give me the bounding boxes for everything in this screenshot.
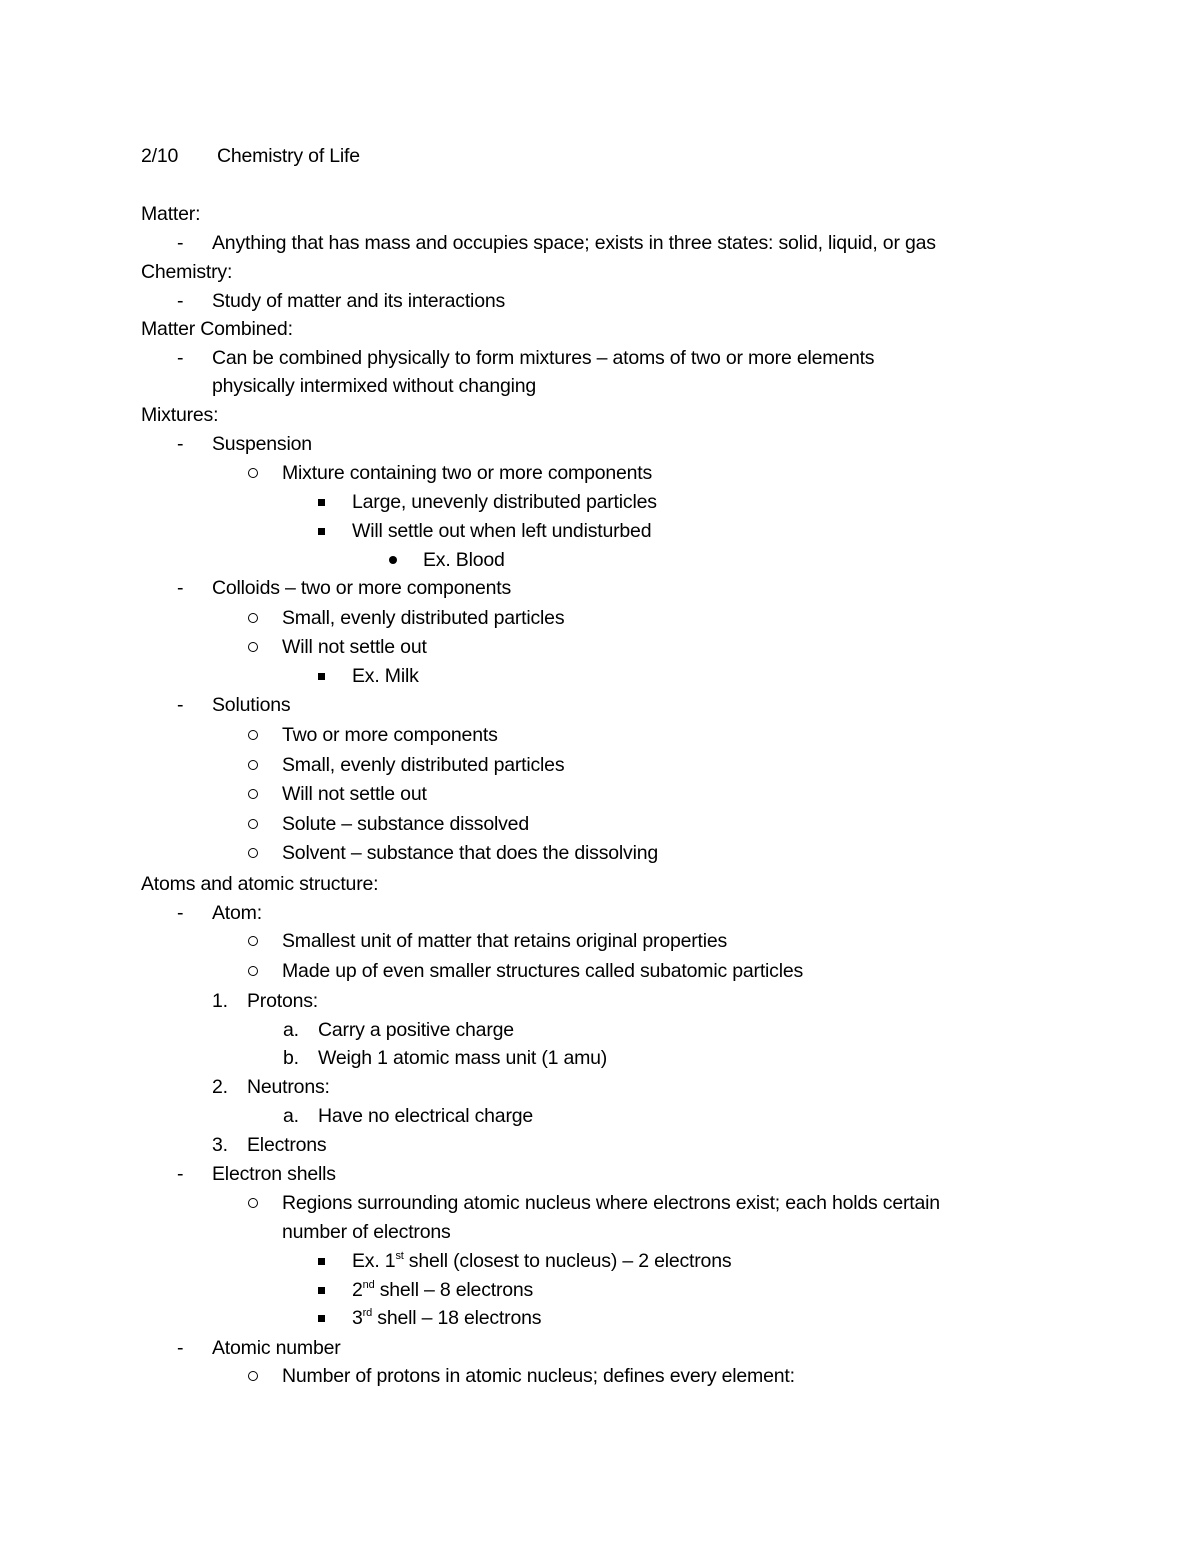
dash-bullet: - [177,1163,184,1185]
item-text: Will not settle out [282,636,427,658]
square-bullet-icon [318,1258,325,1265]
item-text: Neutrons: [247,1076,330,1098]
item-text: Atom: [212,902,262,924]
square-bullet-icon [318,499,325,506]
dash-bullet: - [177,232,184,254]
circle-bullet-icon [248,1198,258,1208]
dash-bullet: - [177,1337,184,1359]
dash-bullet: - [177,347,184,369]
item-text: Anything that has mass and occupies space; exists in three states: solid, liquid, or gas [212,232,936,254]
circle-bullet-icon [248,936,258,946]
circle-bullet-icon [248,468,258,478]
letter-marker: b. [283,1047,299,1069]
heading-text: Mixtures: [141,404,219,426]
dash-bullet: - [177,290,184,312]
circle-bullet-icon [248,819,258,829]
square-bullet-icon [318,673,325,680]
item-text: Number of protons in atomic nucleus; defines every element: [282,1365,795,1387]
heading-text: Matter Combined: [141,318,293,340]
number-marker: 2. [212,1076,228,1098]
item-text: Mixture containing two or more components [282,462,653,484]
item-text: Study of matter and its interactions [212,290,506,312]
note-date: 2/10 [141,145,179,167]
item-text: Protons: [247,990,319,1012]
square-bullet-icon [318,528,325,535]
dash-bullet: - [177,902,184,924]
dot-bullet-icon [389,556,397,564]
circle-bullet-icon [248,966,258,976]
item-text: Large, unevenly distributed particles [352,491,657,513]
item-text: Electron shells [212,1163,336,1185]
item-text: 2nd shell – 8 electrons [352,1278,534,1301]
item-text: Weigh 1 atomic mass unit (1 amu) [318,1047,608,1069]
item-text: Electrons [247,1134,327,1156]
item-text: Colloids – two or more components [212,577,512,599]
item-text: number of electrons [282,1221,451,1243]
item-text: Have no electrical charge [318,1105,534,1127]
item-text: Carry a positive charge [318,1019,514,1041]
circle-bullet-icon [248,1371,258,1381]
circle-bullet-icon [248,760,258,770]
dash-bullet: - [177,577,184,599]
item-text: Suspension [212,433,312,455]
item-text: Atomic number [212,1337,341,1359]
heading-text: Matter: [141,203,201,225]
square-bullet-icon [318,1315,325,1322]
number-marker: 3. [212,1134,228,1156]
heading-text: Atoms and atomic structure: [141,873,379,895]
item-text: Solute – substance dissolved [282,813,529,835]
item-text: physically intermixed without changing [212,375,537,397]
dash-bullet: - [177,694,184,716]
circle-bullet-icon [248,848,258,858]
item-text: Small, evenly distributed particles [282,754,565,776]
letter-marker: a. [283,1019,299,1041]
item-text: Solvent – substance that does the dissolving [282,842,659,864]
letter-marker: a. [283,1105,299,1127]
item-text: Two or more components [282,724,498,746]
dash-bullet: - [177,433,184,455]
item-text: Regions surrounding atomic nucleus where electrons exist; each holds certain [282,1192,940,1214]
item-text: 3rd shell – 18 electrons [352,1306,542,1329]
square-bullet-icon [318,1287,325,1294]
item-text: Made up of even smaller structures called subatomic particles [282,960,804,982]
item-text: Ex. 1st shell (closest to nucleus) – 2 electrons [352,1249,732,1272]
heading-text: Chemistry: [141,261,233,283]
circle-bullet-icon [248,642,258,652]
number-marker: 1. [212,990,228,1012]
item-text: Ex. Blood [423,549,505,571]
item-text: Ex. Milk [352,665,419,687]
item-text: Will not settle out [282,783,427,805]
circle-bullet-icon [248,730,258,740]
item-text: Can be combined physically to form mixtures – atoms of two or more elements [212,347,875,369]
item-text: Solutions [212,694,291,716]
circle-bullet-icon [248,789,258,799]
item-text: Small, evenly distributed particles [282,607,565,629]
item-text: Will settle out when left undisturbed [352,520,652,542]
item-text: Smallest unit of matter that retains original properties [282,930,728,952]
note-title: Chemistry of Life [217,145,360,167]
circle-bullet-icon [248,613,258,623]
